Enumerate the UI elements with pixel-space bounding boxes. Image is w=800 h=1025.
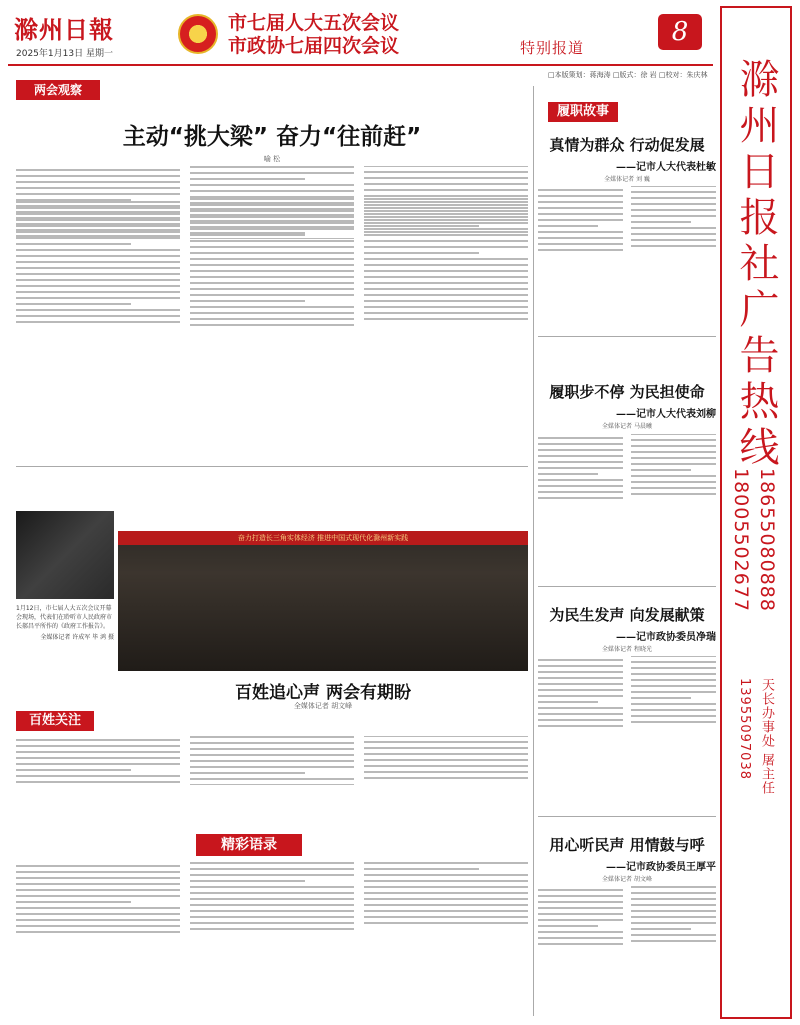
lead-title: 主动“挑大梁” 奋力“往前赶” (122, 124, 422, 150)
sub-article-title: 百姓追心声 两会有期盼 (235, 683, 411, 703)
tag-jingcai-yulu: 精彩语录 (196, 834, 302, 856)
column-tag: 两会观察 (16, 80, 100, 100)
ad-phone-1: 18655080888 (756, 468, 778, 612)
lead-body-continued (16, 198, 528, 460)
sub-article-author: 全媒体记者 胡文峰 (293, 702, 353, 710)
national-emblem-icon (178, 14, 218, 54)
ad-column (720, 6, 792, 1019)
article-4-author: 全媒体记者 胡文峰 (602, 876, 652, 883)
ad-phone-2: 18005502677 (730, 468, 752, 612)
congress-title-line1: 市七届人大五次会议 (228, 12, 400, 34)
sub-article-body (16, 736, 528, 828)
article-2-subtitle: ——记市人大代表刘柳 (616, 409, 716, 420)
article-2-body (538, 434, 716, 581)
article-4-title: 用心听民声 用情鼓与呼 (549, 836, 705, 854)
article-1-subtitle: ——记市人大代表杜敏 (616, 162, 716, 173)
editor-line: □本版策划：蒋海涛 □版式：徐 岩 □校对：朱庆林 (548, 71, 708, 79)
ad-phones (728, 468, 780, 612)
page-number: 8 (658, 14, 702, 50)
section-name: 特别报道 (520, 39, 585, 57)
article-4-body (538, 886, 716, 1014)
article-3-title: 为民生发声 向发展献策 (549, 606, 705, 624)
tag-baixing-guanzhu: 百姓关注 (16, 711, 94, 731)
masthead (8, 6, 713, 66)
lead-author: 喻 松 (263, 155, 281, 163)
newspaper-logo: 滁州日報 (14, 15, 114, 44)
photo-caption-text: 1月12日，市七届人大五次会议开幕会现场，代表们在聆听市人民政府市长郝昌平所作的《政府工作报告》。 (16, 605, 113, 630)
ad-title: 滁州日报社广告热线 (733, 58, 779, 472)
article-3-author: 全媒体记者 程晓光 (602, 646, 652, 653)
photo-caption-credit: 全媒体记者 许成军 毕 鸿 摄 (40, 634, 114, 641)
article-2-author: 全媒体记者 马晨曦 (602, 423, 652, 430)
article-1-author: 全媒体记者 刘 巍 (604, 176, 650, 183)
congress-title-line2: 市政协七届四次会议 (228, 35, 400, 57)
section-divider (538, 336, 716, 337)
meeting-photo-large (118, 531, 528, 671)
section-divider (538, 816, 716, 817)
article-1-body (538, 186, 716, 331)
section-divider (16, 466, 528, 467)
photo-banner-text: 奋力打造长三角实体经济 推进中国式现代化滁州新实践 (118, 531, 528, 545)
column-divider (533, 86, 534, 1016)
article-3-subtitle: ——记市政协委员净瑞 (616, 632, 716, 643)
photo-caption (16, 604, 114, 642)
ad-office: 天长办事处 屠主任 (759, 678, 774, 796)
section-divider (538, 586, 716, 587)
article-3-body (538, 656, 716, 811)
quotes-body (16, 862, 528, 1012)
newspaper-page (8, 6, 792, 1019)
tag-lvzhi-gushi: 履职故事 (548, 102, 618, 122)
issue-date: 2025年1月13日 星期一 (16, 49, 113, 59)
ad-office-phone: 13955097038 (737, 678, 752, 780)
meeting-photo-small (16, 511, 114, 599)
article-2-title: 履职步不停 为民担使命 (549, 383, 705, 401)
article-1-title: 真情为群众 行动促发展 (549, 136, 705, 154)
article-4-subtitle: ——记市政协委员王厚平 (606, 862, 716, 873)
congress-title (228, 12, 399, 58)
